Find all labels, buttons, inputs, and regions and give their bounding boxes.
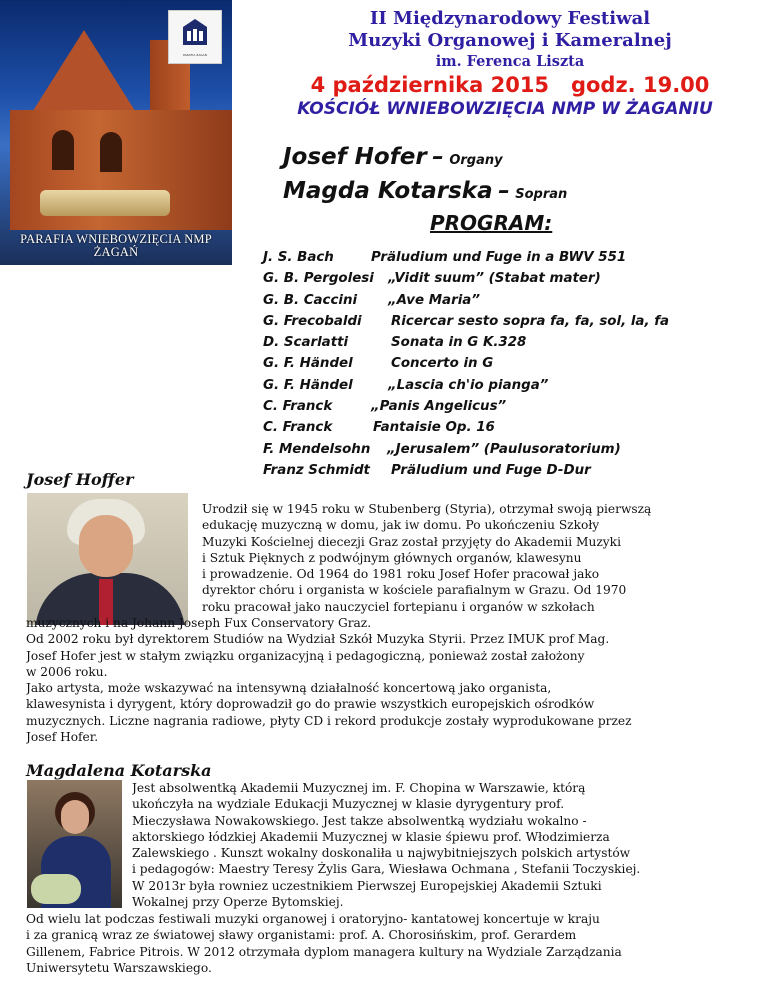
bio-line: Jest absolwentką Akademii Muzycznej im. F. Chopina w Warszawie, którą [132,781,586,795]
work: Präludium und Fuge D-Dur [391,462,591,478]
bio-line: Wokalnej przy Operze Bytomskiej. [132,895,344,910]
festival-title-line3: im. Ferenca Liszta [435,53,585,70]
composer: D. Scarlatti [263,335,349,351]
bio-line: W 2013r była rowniez uczestnikiem Pierwszej Europejskiej Akademii Sztuki [132,878,602,893]
performer-name: Magda Kotarska [283,178,493,204]
bio-kotarska-text-full [26,911,746,976]
magdalena-kotarska-photo [27,780,122,908]
tomb-figure [40,190,170,216]
bio-line: Josef Hofer jest w stałym związku organizacyjną i pedagogiczną, ponieważ został założony [26,648,585,663]
church-poster-image [0,0,232,265]
photo-face [79,515,133,577]
work: Präludium und Fuge in a BWV 551 [371,250,627,265]
poster-banner [0,233,232,259]
church-window [52,130,74,170]
composer: G. F. Händel [263,377,353,393]
bio-line: Jako artysta, może wskazywać na intensywną działalność koncertową jako organista, [26,681,552,696]
composer: Franz Schmidt [263,462,370,478]
photo-flowers [31,874,81,904]
composer: C. Franck [263,420,333,436]
bio-line: i prowadzenie. Od 1964 do 1981 roku Josef Hofer pracował jako [202,567,600,582]
work: Sonata in G K.328 [391,335,527,351]
performer-dash: – [432,144,444,170]
bio-line: roku pracował jako nauczyciel fortepianu i organów w szkołach [202,599,595,614]
bio-line: i za granicą wraz ze światowej sławy organistami: prof. A. Chorosińskim, prof. Gerardem [26,928,577,943]
bio-line: klawesynista i dyrygent, który doprowadził go do prawie wszystkich europejskich ośrodków [26,697,595,712]
church-window [100,132,122,172]
bio-line: muzycznych. Liczne nagrania radiowe, płyty CD i rekord produkcje zostały wyprodukowane przez [26,713,632,728]
composer: F. Mendelsohn [263,441,371,457]
bio-line: edukację muzyczną w domu, jak iw domu. Po ukończeniu Szkoły [202,518,600,533]
bio-line: aktorskiego łódzkiej Akademii Muzycznej w klasie śpiewu prof. Włodzimierza [132,829,610,844]
bio-title-kotarska: Magdalena Kotarska [26,761,212,780]
bio-line: Josef Hofer. [26,730,99,745]
festival-title-line1: II Międzynarodowy Festiwal [369,8,651,29]
bio-line: Zalewskiego . Kunszt wokalny doskonaliła u najwybitniejszych polskich artystów [132,846,631,861]
work: „Ave Maria” [388,292,480,308]
church-logo-icon [180,17,210,47]
poster-banner-line1: PARAFIA WNIEBOWZIĘCIA NMP [20,232,212,246]
bio-line: i pedagogów: Maestry Teresy Żylis Gara, Wiesława Ochmana , Stefanii Toczyskiej. [132,862,641,877]
venue: KOŚCIÓŁ WNIEBOWZIĘCIA NMP W ŻAGANIU [297,99,713,119]
composer: J. S. Bach [263,250,334,265]
bio-title-hofer: Josef Hoffer [26,470,134,489]
poster-banner-line2: ŻAGAŃ [93,245,139,259]
bio-line: ukończyła na wydziale Edukacji Muzycznej w klasie dyrygentury prof. [132,797,565,812]
work: Concerto in G [391,356,494,372]
composer: G. B. Pergolesi [263,271,374,287]
bio-line: Od wielu lat podczas festiwali muzyki organowej i oratoryjno- kantatowej koncertuje w kraju [26,912,600,926]
performer-name: Josef Hofer [283,144,427,170]
composer: G. F. Händel [263,356,353,372]
performer-1 [283,144,503,170]
bio-line: dyrektor chóru i organista w kościele parafialnym w Grazu. Od 1970 [202,583,627,598]
bio-line: Muzyki Kościelnej diecezji Graz został przyjęty do Akademii Muzyki [202,534,621,549]
photo-face [61,800,89,834]
performer-2 [283,178,567,204]
work: Ricercar sesto sopra fa, fa, sol, la, fa [391,313,670,329]
bio-hofer-text-side [202,501,744,615]
josef-hofer-photo [27,493,188,625]
work: „Vidit suum” (Stabat mater) [388,271,601,287]
bio-hofer-text-full [26,615,746,745]
parish-logo [168,10,222,64]
bio-line: Urodził się w 1945 roku w Stubenberg (Styria), otrzymał swoją pierwszą [202,502,652,516]
work: „Panis Angelicus” [371,399,507,415]
performer-role: Organy [449,153,503,168]
program-title: PROGRAM: [430,211,553,235]
bio-line: Mieczysława Nowakowskiego. Jest takze absolwentką wydziału wokalno - [132,813,587,828]
work: Fantaisie Op. 16 [373,420,495,436]
bio-line: w 2006 roku. [26,664,108,679]
bio-line: Od 2002 roku był dyrektorem Studiów na Wydział Szkół Muzyka Styrii. Przez IMUK prof Mag. [26,632,610,647]
composer: C. Franck [263,399,333,415]
composer: G. Frecobaldi [263,313,362,329]
composer: G. B. Caccini [263,292,358,308]
bio-line: Gillenem, Fabrice Pitrois. W 2012 otrzymała dyplom managera kultury na Wydziale Zarządzania [26,944,622,959]
logo-caption: PARAFIA ŻAGAŃ [183,53,207,57]
performer-dash: – [498,178,510,204]
work: „Lascia ch'io pianga” [388,377,549,393]
work: „Jerusalem” (Paulusoratorium) [387,441,621,457]
bio-line: muzycznych i na Johann Joseph Fux Conservatory Graz. [26,616,372,630]
bio-line: i Sztuk Pięknych z podwójnym głównych organów, klawesynu [202,550,582,565]
performer-role: Sopran [515,187,568,202]
concert-date: 4 października 2015 godz. 19.00 [310,73,710,97]
bio-kotarska-text-side [132,780,744,910]
bio-line: Uniwersytetu Warszawskiego. [26,960,212,975]
festival-title-line2: Muzyki Organowej i Kameralnej [348,30,672,51]
